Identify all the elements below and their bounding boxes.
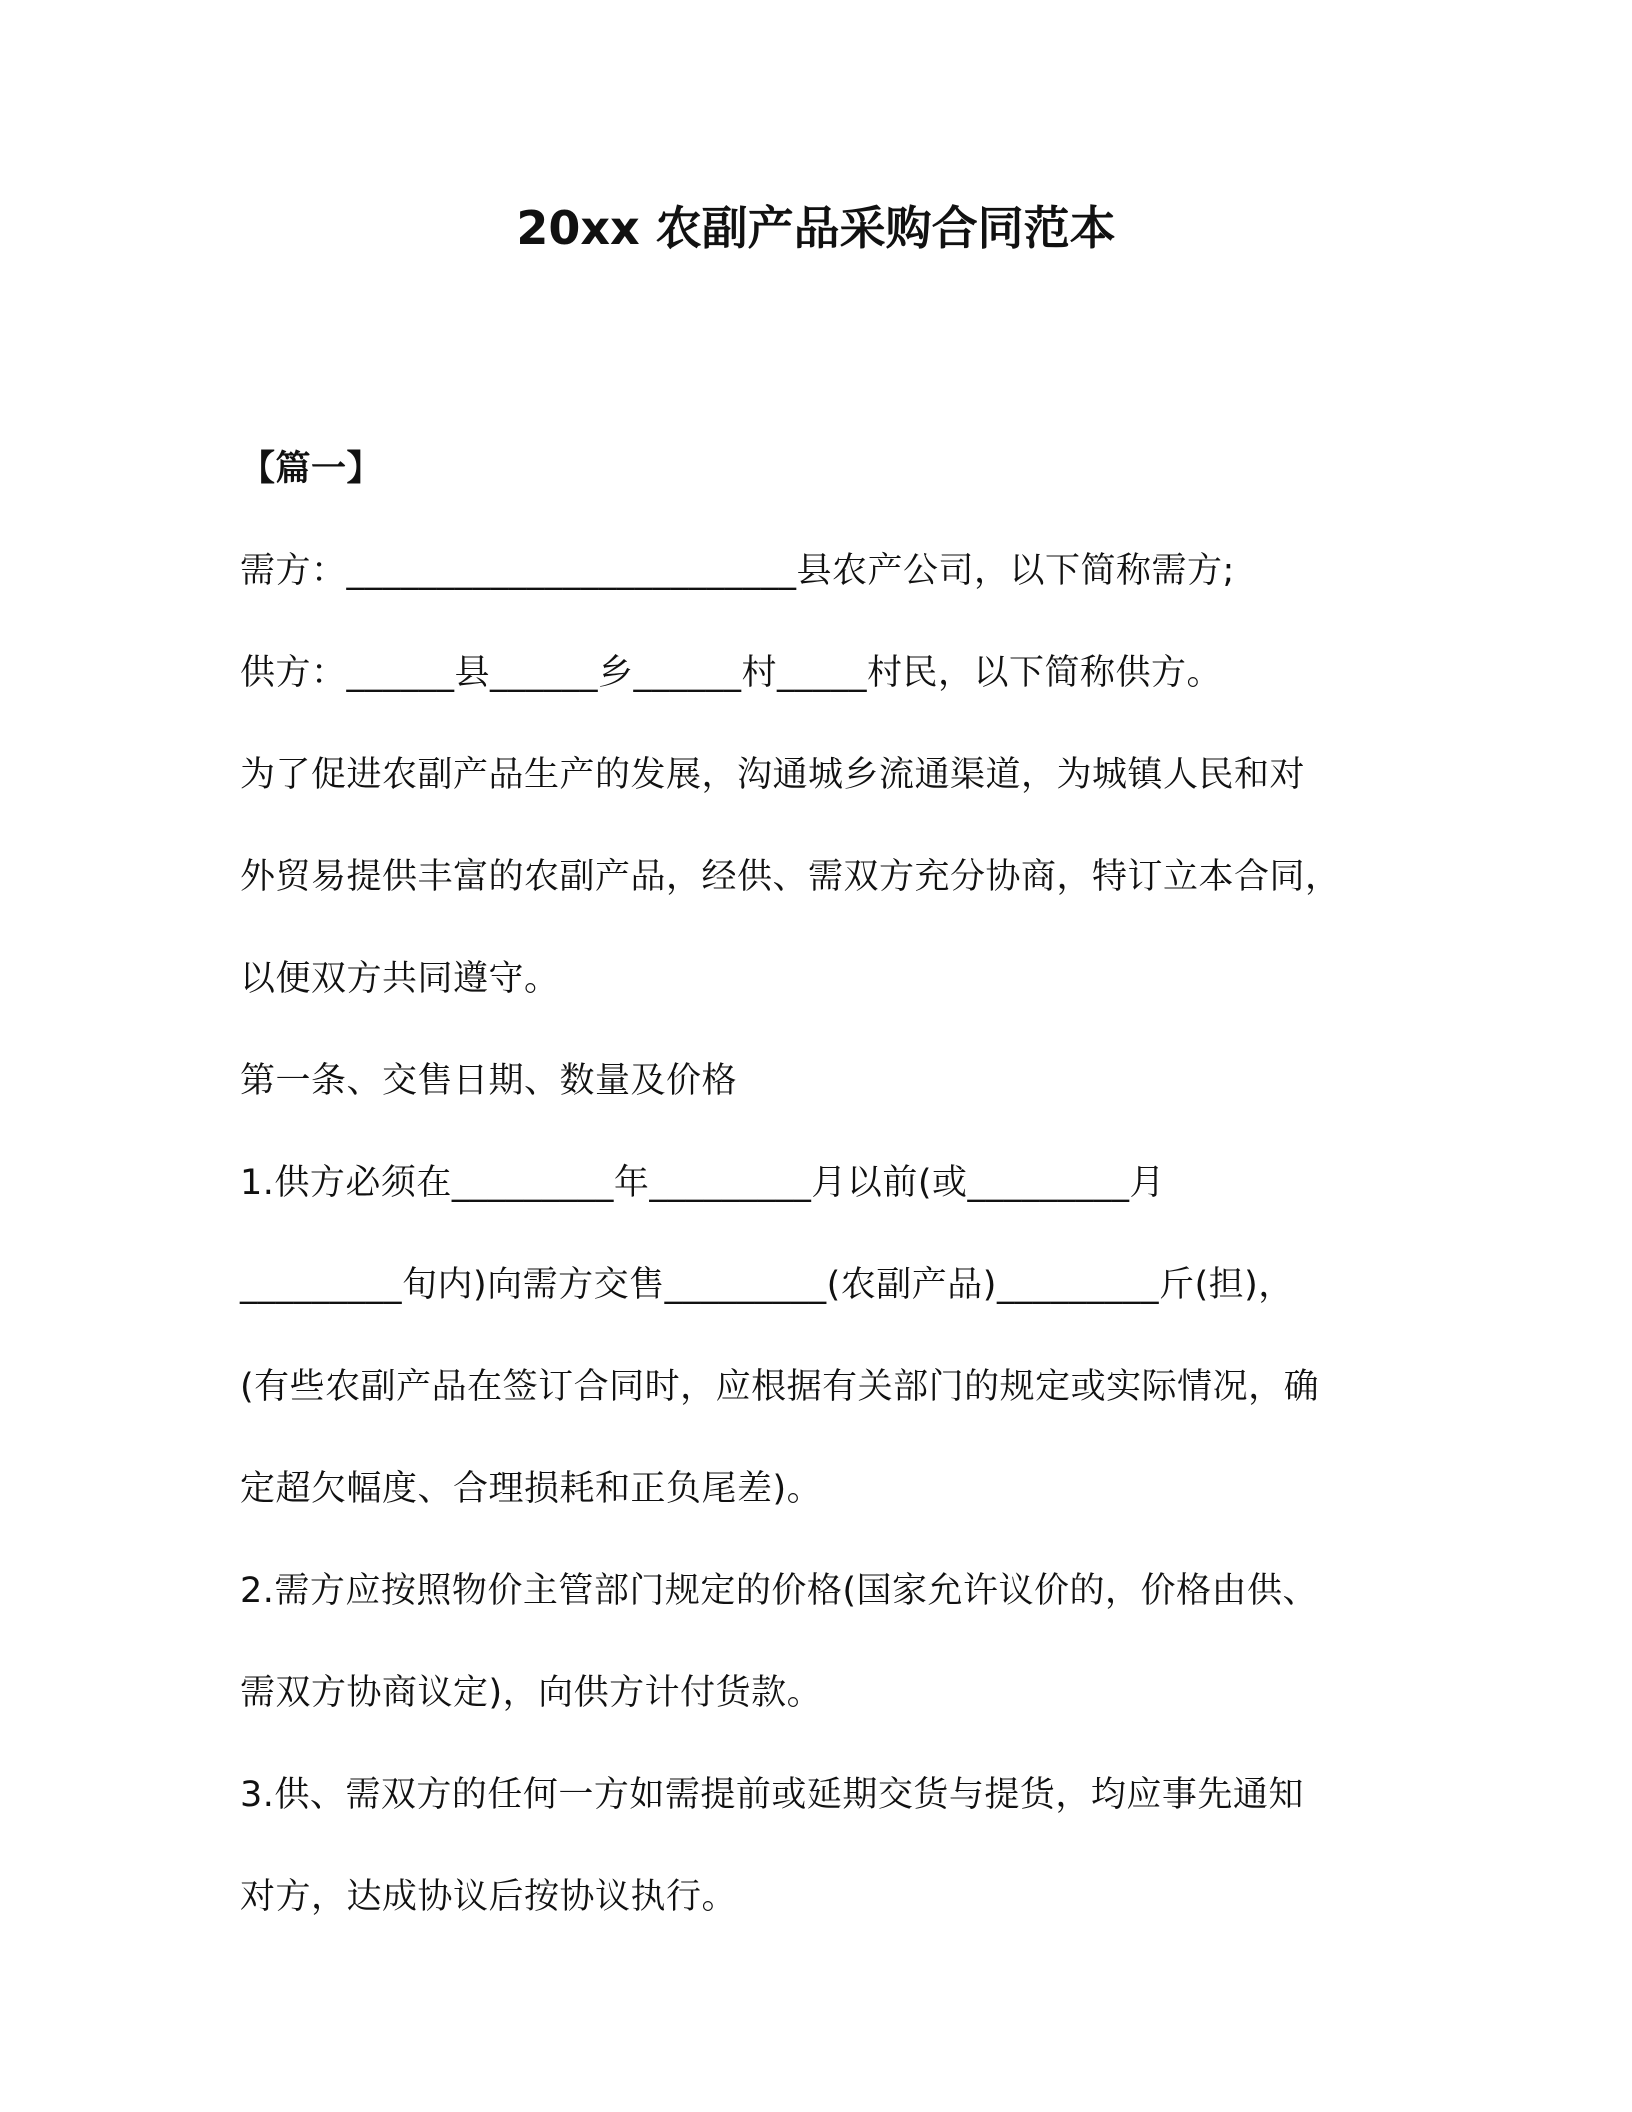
paragraph-line: 外贸易提供丰富的农副产品，经供、需双方充分协商，特订立本合同，	[240, 857, 1341, 897]
paragraph-line: 以便双方共同遵守。	[240, 959, 560, 999]
clause-line: 2.需方应按照物价主管部门规定的价格(国家允许议价的，价格由供、	[240, 1571, 1319, 1611]
article-heading: 第一条、交售日期、数量及价格	[240, 1061, 738, 1101]
clause-line: (有些农副产品在签订合同时，应根据有关部门的规定或实际情况，确	[240, 1367, 1320, 1407]
document-title: 20xx 农副产品采购合同范本	[516, 201, 1116, 255]
section-label: 【篇一】	[240, 449, 383, 489]
clause-line: 3.供、需双方的任何一方如需提前或延期交货与提货，均应事先通知	[240, 1775, 1304, 1815]
clause-line: _________旬内)向需方交售_________(农副产品)_________斤(担)，	[240, 1265, 1294, 1305]
buyer-line: 需方：_________________________县农产公司，以下简称需方;	[240, 551, 1235, 591]
clause-line: 对方，达成协议后按协议执行。	[240, 1877, 738, 1917]
clause-line: 1.供方必须在_________年_________月以前(或_________月	[240, 1163, 1166, 1203]
document-body	[240, 418, 1390, 1948]
paragraph-line: 为了促进农副产品生产的发展，沟通城乡流通渠道，为城镇人民和对	[240, 755, 1306, 795]
clause-line: 需双方协商议定)，向供方计付货款。	[240, 1673, 823, 1713]
supplier-line: 供方：______县______乡______村_____村民，以下简称供方。	[240, 653, 1223, 693]
clause-line: 定超欠幅度、合理损耗和正负尾差)。	[240, 1469, 823, 1509]
